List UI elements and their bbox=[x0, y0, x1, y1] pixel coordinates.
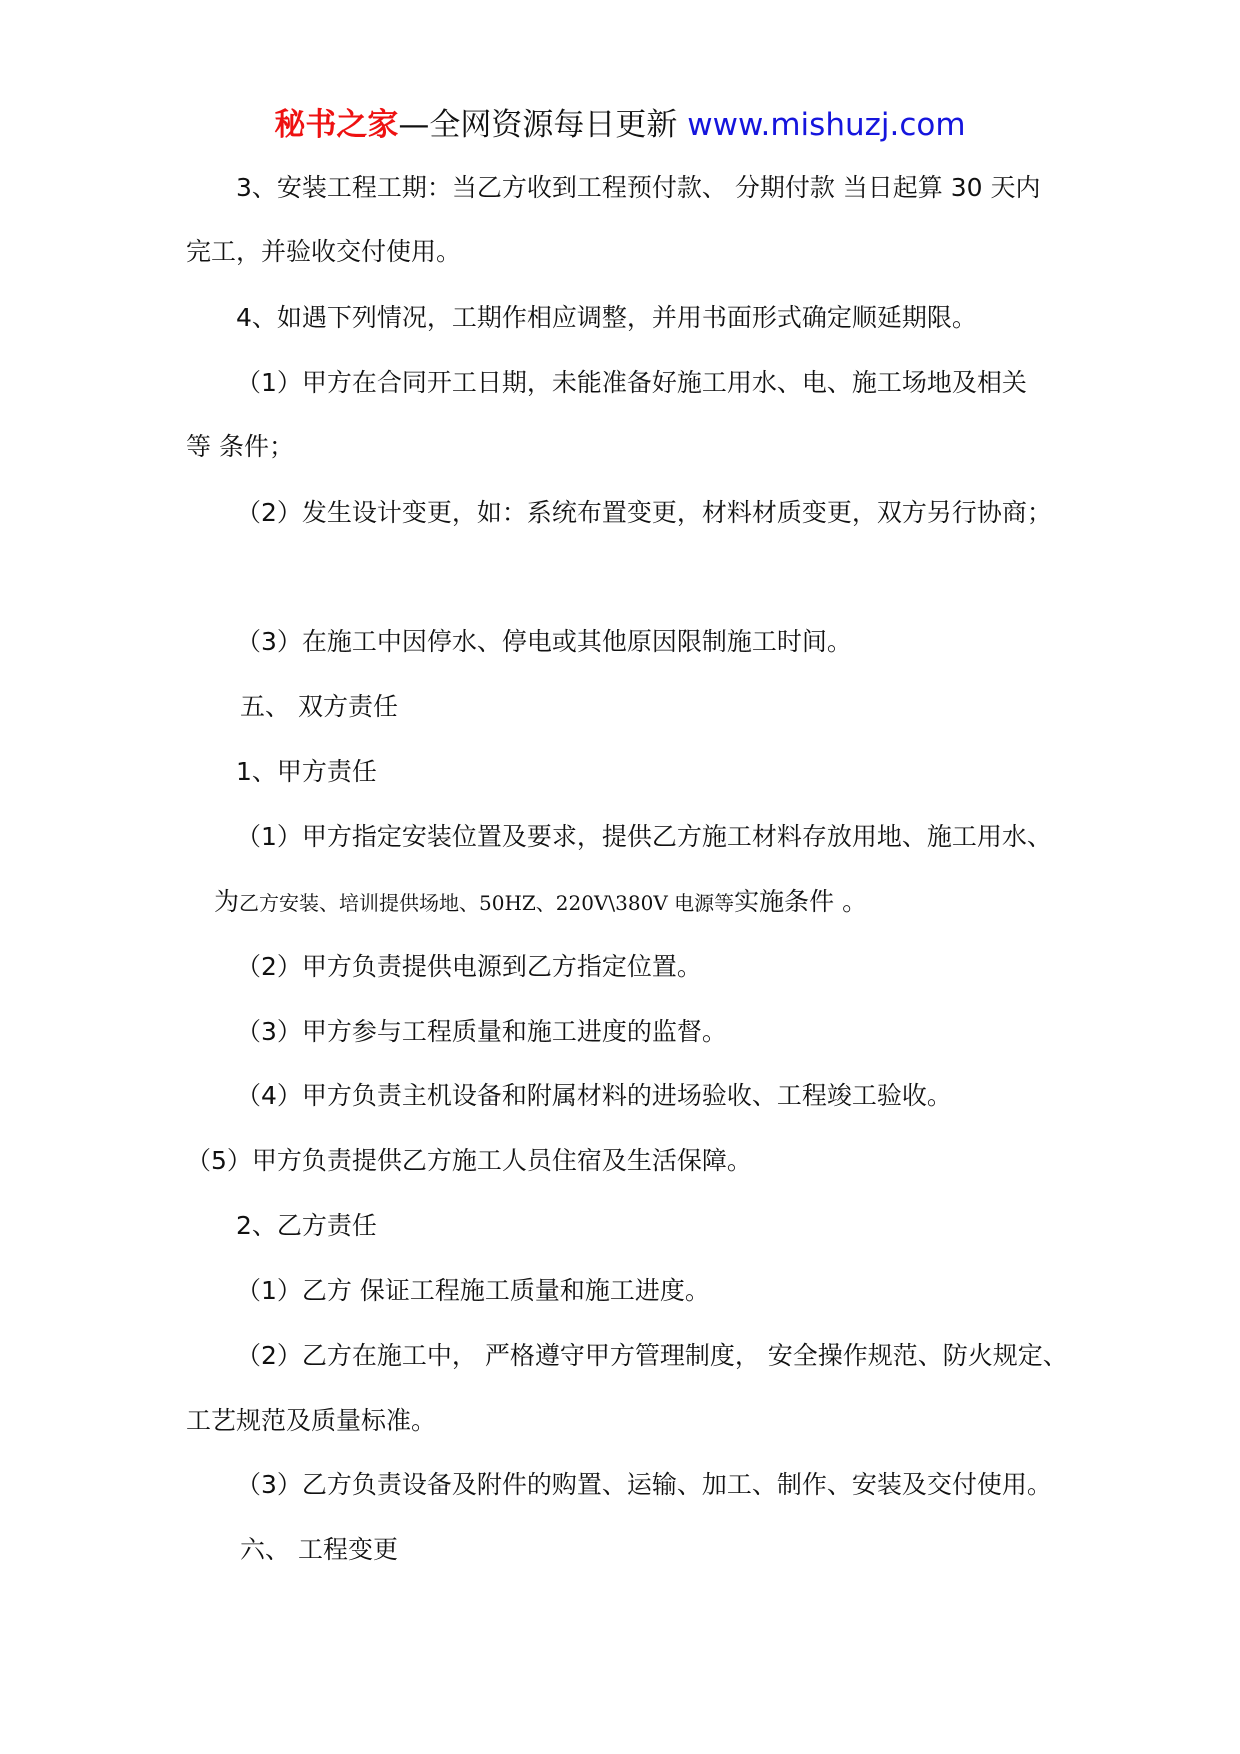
paragraph-line: （2）发生设计变更，如：系统布置变更，材料材质变更，双方另行协商； bbox=[236, 498, 1052, 527]
paragraph-line: （4）甲方负责主机设备和附属材料的进场验收、工程竣工验收。 bbox=[236, 1081, 952, 1110]
mixed-part: 为 bbox=[214, 887, 240, 916]
paragraph-line: 等 条件； bbox=[186, 432, 294, 461]
site-slogan: —全网资源每日更新 bbox=[398, 107, 688, 143]
paragraph-line: （3）在施工中因停水、停电或其他原因限制施工时间。 bbox=[236, 627, 852, 656]
paragraph-line: 完工，并验收交付使用。 bbox=[186, 237, 462, 266]
paragraph-line: （1）乙方 保证工程施工质量和施工进度。 bbox=[236, 1276, 710, 1305]
paragraph-line: 3、安装工程工期：当乙方收到工程预付款、 分期付款 当日起算 30 天内 bbox=[236, 173, 1041, 202]
subsection-heading: 1、甲方责任 bbox=[236, 757, 377, 786]
site-url-link[interactable]: www.mishuzj.com bbox=[687, 107, 966, 143]
paragraph-line: （3）乙方负责设备及附件的购置、运输、加工、制作、安装及交付使用。 bbox=[236, 1470, 1052, 1499]
mixed-part: 实施条件 。 bbox=[734, 887, 868, 916]
paragraph-line: 4、如遇下列情况，工期作相应调整，并用书面形式确定顺延期限。 bbox=[236, 303, 977, 332]
site-brand: 秘书之家 bbox=[274, 107, 399, 143]
section-heading: 六、 工程变更 bbox=[240, 1535, 398, 1564]
paragraph-line: （1）甲方指定安装位置及要求，提供乙方施工材料存放用地、施工用水、 bbox=[236, 822, 1052, 851]
mixed-part-serif: 乙方安装、培训提供场地、50HZ、220V\380V 电源等 bbox=[239, 891, 735, 915]
section-heading: 五、 双方责任 bbox=[240, 692, 398, 721]
paragraph-line: （3）甲方参与工程质量和施工进度的监督。 bbox=[236, 1017, 727, 1046]
paragraph-line: 工艺规范及质量标准。 bbox=[186, 1406, 437, 1435]
subsection-heading: 2、乙方责任 bbox=[236, 1211, 377, 1240]
paragraph-line: （1）甲方在合同开工日期，未能准备好施工用水、电、施工场地及相关 bbox=[236, 368, 1027, 397]
paragraph-line-mixed bbox=[214, 885, 867, 920]
paragraph-line: （2）甲方负责提供电源到乙方指定位置。 bbox=[236, 952, 702, 981]
paragraph-line: （5）甲方负责提供乙方施工人员住宿及生活保障。 bbox=[186, 1146, 752, 1175]
site-header bbox=[0, 104, 1240, 146]
paragraph-line: （2）乙方在施工中， 严格遵守甲方管理制度， 安全操作规范、防火规定、 bbox=[236, 1341, 1068, 1370]
